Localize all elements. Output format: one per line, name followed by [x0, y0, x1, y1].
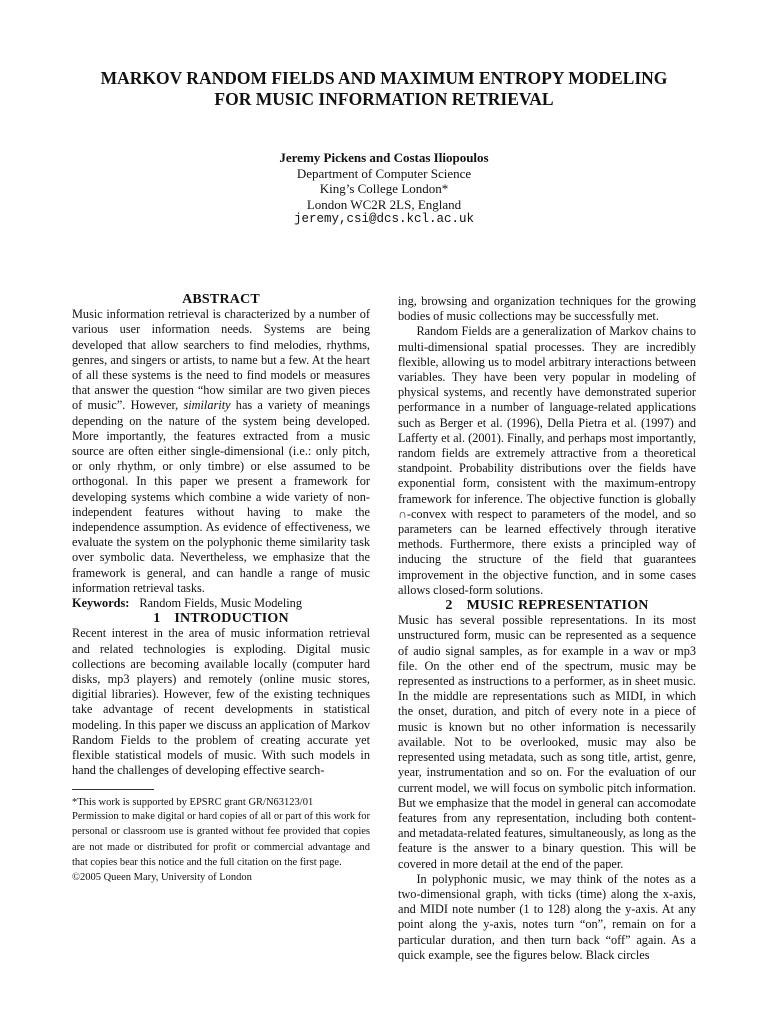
abstract-text-part-a: Music information retrieval is characterized by a number of various user information needs. Systems are being developed that allow searchers to find melodies, rhythms, genres, and singers or artists, to name but a few. At the heart of all these systems is the need to find models or measures that answer the question “how similar are two given pieces of music”. However,	[72, 307, 370, 413]
abstract-text-part-b: has a variety of meanings depending on the nature of the system being developed. More importantly, the features extracted from a music source are often either single-dimensional (i.e.: only pitch, or only rhythm, or only timbre) or else assumed to be orthogonal. In this paper we present a framework for developing systems which combine a wide variety of non-independent features without having to make the independence assumption. As evidence of effectiveness, we evaluate the system on the polyphonic theme similarity task over symbolic data. Nevertheless, we emphasize that the framework is general, and can handle a range of music information retrieval tasks.	[72, 398, 370, 595]
music-representation-paragraph-1: Music has several possible representations. In its most unstructured form, music can be represented as a sequence of audio signal samples, as for example in a wav or mp3 file. On the other end of the spectrum, music may be represented as instructions to a performer, as in sheet music. In the middle are representations such as MIDI, in which the onset, duration, and pitch of every note in a piece of music is known but no other information is necessarily available. Not to be overlooked, music may also be represented using metadata, such as song title, artist, genre, year, instrumentation and so on. For the evaluation of our current model, we will focus on symbolic pitch information. But we emphasize that the model in general can accomodate features from any representation, including both content- and metadata-related features, simultaneously, as long as the feature is the answer to a binary question. This will be covered in more detail at the end of the paper.	[398, 613, 696, 871]
author-block	[184, 150, 584, 228]
section-title: INTRODUCTION	[174, 611, 289, 627]
copyright-notice: ©2005 Queen Mary, University of London	[72, 871, 252, 883]
music-representation-paragraph-2: In polyphonic music, we may think of the notes as a two-dimensional graph, with ticks (time) along the x-axis, and MIDI note number (1 to 128) along the y-axis. At any point along the y-axis, notes turn “on”, remain on for a particular duration, and then turn back “off” again. As a quick example, see the figures below. Black circles	[398, 871, 696, 962]
keywords-value: Random Fields, Music Modeling	[139, 596, 302, 611]
footnote-divider	[72, 789, 154, 790]
introduction-text: Recent interest in the area of music information retrieval and related technologies is exploding. Digital music collections are becoming available locally (computer hard disks, mp3 players) and remotely (online music stores, digitial libraries). However, few of the existing techniques take advantage of recent developments in statistical modeling. In this paper we discuss an application of Markov Random Fields to the problem of creating accurate yet flexible statistical models of music. With such models in hand the challenges of developing effective search-	[72, 626, 370, 778]
section-title: MUSIC REPRESENTATION	[466, 598, 649, 614]
random-fields-paragraph: Random Fields are a generalization of Markov chains to multi-dimensional spatial processes. They are incredibly flexible, allowing us to model arbitrary interactions between variables. They have been very popular in modeling of physical systems, and recently have demonstrated superior performance in a number of language-related applications such as Berger et al. (1996), Della Pietra et al. (1997) and Lafferty et al. (2001). Finally, and perhaps most importantly, random fields are extremely attractive from a theoretical standpoint. Probability distributions over the fields have exponential form, consistent with the maximum-entropy framework for inference. The objective function is globally ∩-convex with respect to parameters of the model, and so parameters can be learned effectively through iterative methods. Furthermore, there exists a principled way of inducing the structure of the field that guarantees improvement in the objective function, and in some cases allows closed-form solutions.	[398, 324, 697, 597]
title-line-2: FOR MUSIC INFORMATION RETRIEVAL	[214, 89, 554, 109]
keywords-line	[72, 596, 370, 611]
paper-title	[60, 68, 708, 110]
abstract-text	[72, 307, 370, 596]
author-address: London WC2R 2LS, England	[306, 196, 462, 212]
section-number: 1	[153, 611, 161, 627]
keywords-label: Keywords:	[72, 596, 130, 611]
abstract-emphasis: similarity	[183, 398, 231, 413]
right-column	[398, 294, 696, 963]
abstract-heading: ABSTRACT	[182, 292, 260, 307]
left-column	[72, 292, 370, 884]
author-department: Department of Computer Science	[296, 165, 472, 181]
section-number: 2	[445, 598, 453, 614]
introduction-heading	[72, 611, 370, 626]
author-email[interactable]: jeremy,csi@dcs.kcl.ac.uk	[293, 212, 475, 226]
intro-continuation: ing, browsing and organization techniques for the growing bodies of music collections may be successfully met.	[398, 294, 696, 324]
author-names: Jeremy Pickens and Costas Iliopoulos	[279, 150, 489, 165]
title-line-1: MARKOV RANDOM FIELDS AND MAXIMUM ENTROPY MODELING	[100, 68, 668, 88]
music-representation-heading	[398, 598, 696, 613]
author-college: King’s College London*	[319, 181, 449, 196]
permission-notice: Permission to make digital or hard copies of all or part of this work for personal or classroom use is granted without fee provided that copies are not made or distributed for profit or commercial advantage and that copies bear this notice and the full citation on the first page.	[72, 810, 370, 869]
footnote: *This work is supported by EPSRC grant GR/N63123/01	[72, 796, 314, 808]
